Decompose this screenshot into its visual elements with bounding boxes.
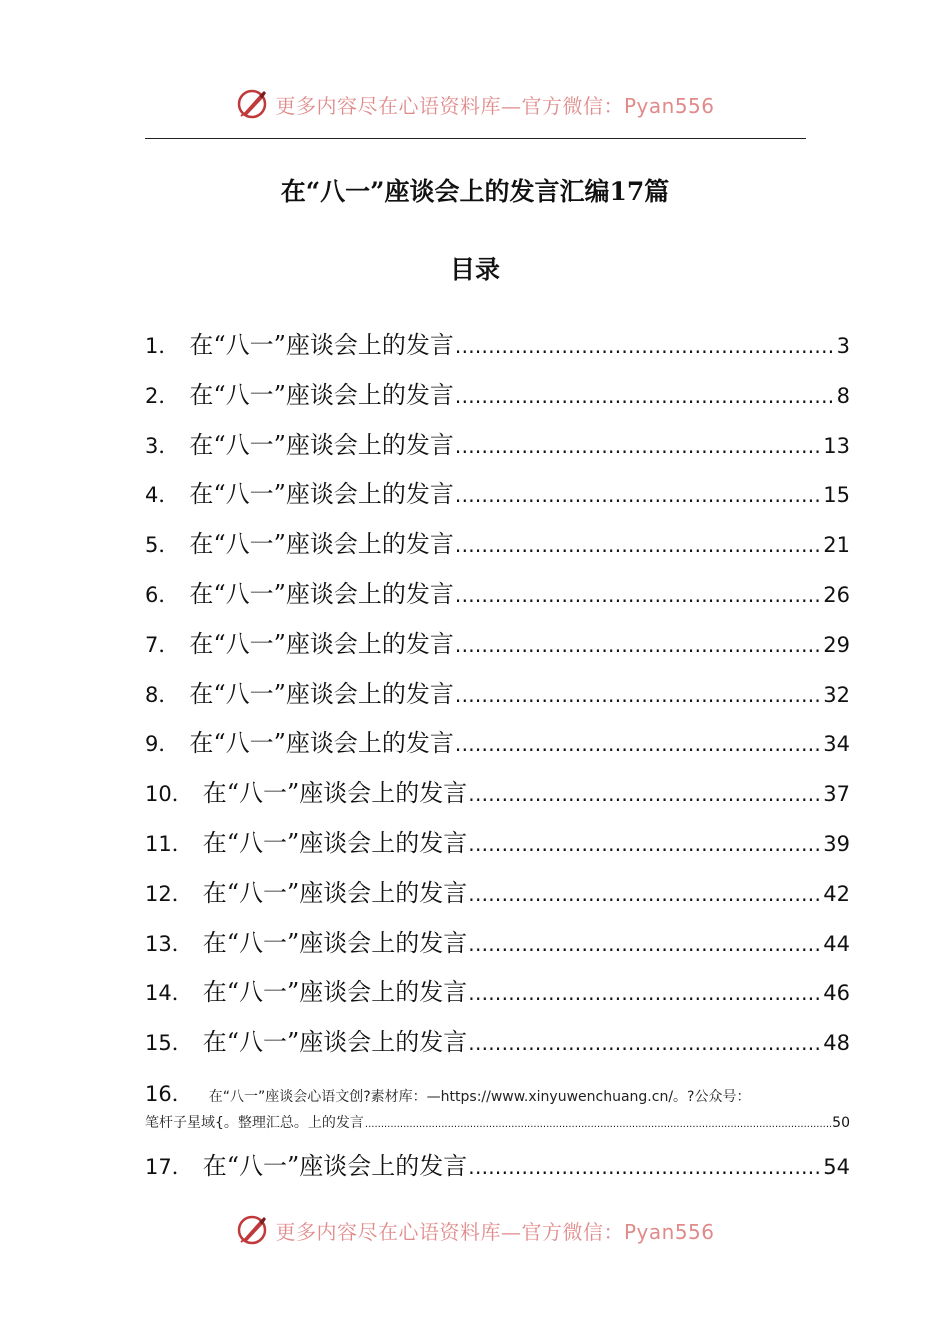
header-banner	[0, 82, 950, 126]
header-rule	[145, 138, 806, 139]
toc-entry-title: 在“八一”座谈会上的发言	[202, 978, 468, 1007]
toc-entry-1[interactable]	[145, 325, 850, 375]
toc-entry-number: 13．	[145, 931, 193, 956]
toc-entry-2[interactable]	[145, 375, 850, 425]
toc-entry-number: 12．	[145, 881, 193, 906]
toc-entry-number: 10．	[145, 782, 193, 807]
toc-entry-number: 5．	[145, 533, 180, 558]
document-title: 在“八一”座谈会上的发言汇编17篇	[280, 177, 670, 206]
toc-entry-title: 在“八一”座谈会上的发言	[189, 380, 454, 409]
toc-entry-title: 在“八一”座谈会上的发言	[202, 1028, 468, 1057]
pen-logo-icon	[235, 87, 269, 121]
toc-leader-dots	[455, 326, 836, 366]
toc-entry-number: 1．	[145, 334, 180, 358]
toc-entry-page: 50	[832, 1115, 850, 1131]
banner-slogan: 更多内容尽在心语资料库—官方微信：	[275, 1219, 624, 1244]
toc-leader-dots	[455, 675, 822, 715]
toc-entry-number: 3．	[145, 433, 180, 458]
toc-entry-page: 48	[823, 1031, 850, 1056]
toc-entry-page: 34	[823, 732, 850, 757]
toc-entry-14[interactable]	[145, 972, 850, 1022]
toc-entry-number: 15．	[145, 1031, 193, 1056]
toc-leader-dots	[455, 625, 822, 665]
wechat-id: Pyan556	[623, 93, 715, 118]
toc-entry-page: 29	[823, 632, 850, 657]
pen-logo-icon	[235, 1213, 269, 1247]
toc-entry-4[interactable]	[145, 474, 850, 524]
toc-leader-dots	[468, 1147, 822, 1187]
toc-entry-number: 8．	[145, 682, 180, 707]
toc-entry-page: 8	[836, 383, 850, 408]
toc-entry-16-line2: 笔杆子星域{。整理汇总。上的发言	[145, 1115, 364, 1131]
toc-entry-13[interactable]	[145, 923, 850, 973]
toc-entry-number: 6．	[145, 582, 180, 607]
toc-entry-10[interactable]	[145, 773, 850, 823]
toc-entry-page: 26	[823, 582, 850, 607]
toc-entry-page: 46	[823, 981, 850, 1006]
toc-entry-title: 在“八一”座谈会上的发言	[202, 878, 468, 907]
toc-entry-title: 在“八一”座谈会上的发言	[189, 331, 454, 359]
toc-heading: 目录	[449, 255, 500, 284]
toc-entry-page: 3	[836, 334, 850, 358]
toc-entry-5[interactable]	[145, 524, 850, 574]
toc-entry-number: 16．	[145, 1082, 193, 1106]
toc-entry-number: 7．	[145, 632, 180, 657]
toc-entry-title: 在“八一”座谈会上的发言	[202, 779, 468, 808]
toc-entry-number: 2．	[145, 383, 180, 408]
toc-entry-number: 9．	[145, 732, 180, 757]
toc-entry-7[interactable]	[145, 624, 850, 674]
toc-leader-dots	[468, 824, 822, 864]
toc-entry-title: 在“八一”座谈会上的发言	[189, 430, 454, 459]
toc-entry-title: 在“八一”座谈会上的发言	[189, 679, 454, 708]
toc-entry-11[interactable]	[145, 823, 850, 873]
toc-entry-16-line1: 在“八一”座谈会心语文创?素材库：—https://www.xinyuwenchuang.cn/。?公众号：	[208, 1089, 751, 1105]
toc-leader-dots	[455, 724, 822, 764]
toc-entry-12[interactable]	[145, 873, 850, 923]
banner-slogan: 更多内容尽在心语资料库—官方微信：	[275, 93, 624, 118]
toc-leader-dots	[468, 774, 822, 814]
toc-leader-dots	[365, 1119, 831, 1130]
toc-leader-dots	[455, 426, 822, 466]
banner-text	[275, 1216, 714, 1245]
banner-text	[275, 90, 714, 119]
toc-leader-dots	[455, 575, 822, 615]
toc-entry-16[interactable]	[145, 1078, 850, 1142]
toc-entry-9[interactable]	[145, 723, 850, 773]
toc-entry-number: 4．	[145, 483, 180, 508]
toc-entry-8[interactable]	[145, 674, 850, 724]
table-of-contents	[145, 325, 850, 1072]
toc-leader-dots	[468, 1023, 822, 1063]
toc-leader-dots	[468, 973, 822, 1013]
toc-entry-6[interactable]	[145, 574, 850, 624]
toc-entry-page: 39	[823, 831, 850, 856]
toc-entry-title: 在“八一”座谈会上的发言	[202, 928, 468, 957]
toc-entry-page: 42	[823, 881, 850, 906]
toc-entry-title: 在“八一”座谈会上的发言	[189, 629, 454, 658]
toc-entry-3[interactable]	[145, 425, 850, 475]
toc-entry-page: 15	[823, 483, 850, 508]
toc-entry-page: 32	[823, 682, 850, 707]
toc-leader-dots	[468, 924, 822, 964]
toc-entry-page: 37	[823, 782, 850, 807]
toc-entry-title: 在“八一”座谈会上的发言	[189, 480, 454, 509]
toc-entry-number: 14．	[145, 981, 193, 1006]
toc-leader-dots	[455, 525, 822, 565]
toc-leader-dots	[455, 475, 822, 515]
toc-entry-title: 在“八一”座谈会上的发言	[202, 1152, 468, 1180]
toc-entry-number: 11．	[145, 831, 193, 856]
toc-entry-page: 13	[823, 433, 850, 458]
toc-entry-number: 17．	[145, 1155, 193, 1179]
toc-entry-page: 54	[823, 1155, 850, 1179]
toc-leader-dots	[455, 376, 836, 416]
footer-banner	[0, 1208, 950, 1252]
toc-entry-15[interactable]	[145, 1022, 850, 1072]
toc-entry-page: 21	[823, 533, 850, 558]
toc-entry-17[interactable]	[145, 1146, 850, 1196]
wechat-id: Pyan556	[623, 1219, 715, 1244]
toc-entry-title: 在“八一”座谈会上的发言	[189, 579, 454, 608]
toc-entry-title: 在“八一”座谈会上的发言	[189, 729, 454, 758]
toc-entry-title: 在“八一”座谈会上的发言	[189, 530, 454, 559]
toc-entry-title: 在“八一”座谈会上的发言	[202, 828, 468, 857]
toc-entry-page: 44	[823, 931, 850, 956]
toc-leader-dots	[468, 874, 822, 914]
